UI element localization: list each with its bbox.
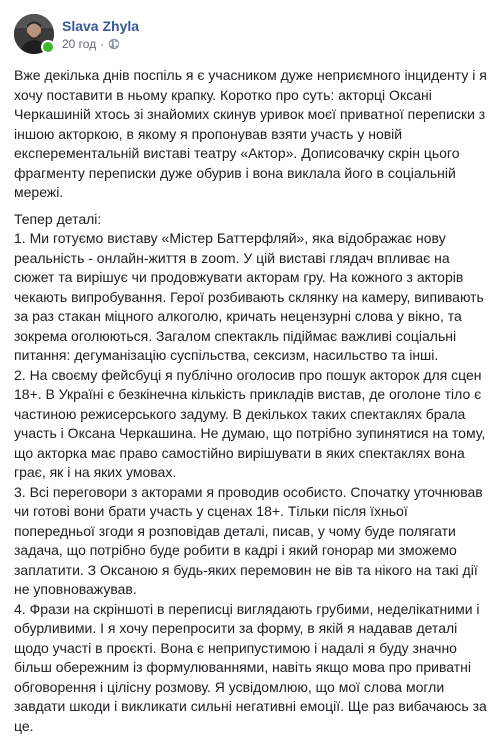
post-meta [62, 36, 139, 52]
meta-separator: · [100, 36, 105, 51]
post-paragraph-point-3: 3. Всі переговори з акторами я проводив особисто. Спочатку уточнював чи готові вони брати участь у сценах 18+. Тільки після їхньої попередньої згоди я розповідав деталі, писав, у чому буде полягати задача, що потрібно буде робити в кадрі і який гонорар ми зможемо заплатити. З Оксаною я будь-яких перемовин не вів та нікого на такі дії не уповноважував. [14, 483, 483, 597]
author-avatar[interactable] [14, 14, 54, 54]
post-paragraph-intro: Вже декілька днів поспіль я є учасником дуже неприємного інциденту і я хочу поставити в ньому крапку. Коротко про суть: акторці Оксані Черкашиній хтось зі знайомих скинув уривок моєї приватної переписки з іншою акторкою, в якому я пропонував взяти участь у новій експерементальній виставі театру «Актор». Дописовачку скрін цього фрагменту переписки дуже обурив і вона виклала його в соціальній мережі. [14, 67, 487, 200]
globe-icon[interactable] [108, 38, 120, 50]
post-paragraph-point-1: 1. Ми готуємо виставу «Містер Баттерфляй», яка відображає нову реальність - онлайн-життя в zoom. У цій виставі глядач впливає на сюжет та вирішує чи продовжувати акторам гру. На кожного з акторів чекають випробування. Герої розбивають склянку на камеру, випивають за раз стакан міцного алкоголю, кричать нецензурні слова у вікно, та зокрема оголюються. Загалом спектакль підіймає важливі соціальні питання: дегуманізацію суспільства, сексизм, насильство та інші. [14, 230, 484, 363]
online-status-indicator [41, 40, 55, 54]
author-name-link[interactable]: Slava Zhyla [62, 17, 140, 34]
post-paragraph-point-4: 4. Фрази на скріншоті в переписці виглядають грубими, неделікатними і обурливими. І я хочу перепросити за форму, в якій я надавав деталі щодо участі в проєкті. Вона є неприпустимою і надалі я буду значно більш обережним із формулюваннями, навіть якщо мова про приватні обговорення і цілісну розмову. Я усвідомлюю, що мої слова могли завдати шкоди і викликати сильні негативні емоції. Ще раз вибачаюсь за це. [14, 600, 487, 734]
post-header [14, 12, 490, 56]
post-paragraph-details-heading: Тепер деталі: [14, 210, 102, 227]
post-body [14, 66, 490, 736]
post-header-text [62, 17, 139, 52]
post-timestamp[interactable]: 20 год [62, 36, 97, 51]
post-paragraph-point-2: 2. На своєму фейсбуці я публічно оголосив про пошук акторок для сцен 18+. В Україні є безкінечна кількість прикладів вистав, де оголоне тіло є частиною режисерського задуму. В декількох таких спектаклях брала участь і Оксана Черкашина. Не думаю, що потрібно зупинятися на тому, що акторка має право самостійно вирішувати в яких спектаклях вона грає, як і на яких умовах. [14, 366, 486, 480]
